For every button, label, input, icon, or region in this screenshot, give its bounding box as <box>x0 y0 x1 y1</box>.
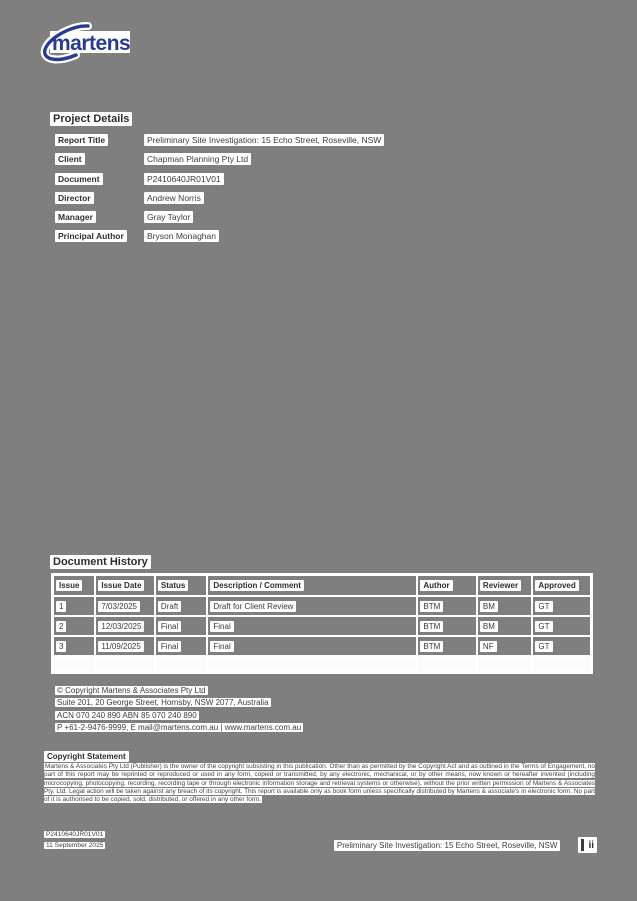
copyright-statement-heading <box>44 751 129 762</box>
cell-description <box>208 597 416 615</box>
table-row <box>54 597 590 615</box>
cell-text: BM <box>480 601 498 612</box>
cell-reviewer <box>478 597 532 615</box>
col-header-description <box>208 576 416 595</box>
company-contact-block <box>55 686 303 736</box>
cell-empty <box>418 657 476 671</box>
cell-issue-date <box>96 617 154 635</box>
document-history-heading-text: Document History <box>50 555 151 569</box>
cell-empty <box>156 657 206 671</box>
cell-issue <box>54 617 94 635</box>
col-header-label: Approved <box>535 580 578 591</box>
cell-text: BTM <box>420 641 443 652</box>
cell-description <box>208 617 416 635</box>
table-header-row <box>54 576 590 595</box>
col-header-label: Author <box>420 580 452 591</box>
detail-label: Manager <box>55 211 96 223</box>
project-details-heading <box>50 112 132 126</box>
cell-empty <box>208 657 416 671</box>
footer-left <box>44 831 105 853</box>
footer-date <box>44 842 105 853</box>
logo-graphic <box>30 20 140 66</box>
col-header-label: Issue Date <box>98 580 144 591</box>
cell-empty <box>478 657 532 671</box>
cell-text: 2 <box>56 621 66 632</box>
logo-wordmark: martens <box>52 32 131 55</box>
footer-date-text: 11 September 2025 <box>46 841 104 849</box>
cell-approved <box>533 617 590 635</box>
footer-doc-number-text: P2410640JR01V01 <box>46 831 104 838</box>
col-header-approved <box>533 576 590 595</box>
col-header-status <box>156 576 206 595</box>
address-line <box>55 698 303 710</box>
col-header-label: Status <box>158 580 188 591</box>
contact-text: P +61-2-9476-9999, E mail@martens.com.au | www.martens.com.au <box>57 723 302 733</box>
cell-text: Draft for Client Review <box>210 601 296 612</box>
detail-label: Report Title <box>55 134 108 146</box>
cell-empty <box>533 657 590 671</box>
cell-text: 1 <box>56 601 66 612</box>
cell-text: NF <box>480 641 497 652</box>
col-header-reviewer <box>478 576 532 595</box>
cell-approved <box>533 597 590 615</box>
cell-status <box>156 597 206 615</box>
cell-issue-date <box>96 637 154 655</box>
copyright-statement-heading-text: Copyright Statement <box>44 751 129 762</box>
detail-value: Preliminary Site Investigation: 15 Echo Street, Roseville, NSW <box>144 134 384 146</box>
col-header-author <box>418 576 476 595</box>
contact-text: ACN 070 240 890 ABN 85 070 240 890 <box>57 710 197 720</box>
cell-author <box>418 597 476 615</box>
cell-author <box>418 617 476 635</box>
document-history-heading <box>50 555 151 569</box>
footer-page-number-group <box>578 837 597 853</box>
detail-value: P2410640JR01V01 <box>144 173 224 185</box>
detail-label: Director <box>55 192 94 204</box>
cell-text: BM <box>480 621 498 632</box>
detail-label: Document <box>55 173 103 185</box>
detail-label: Principal Author <box>55 230 127 242</box>
phone-email-web-line <box>55 723 303 735</box>
cell-text: 12/03/2025 <box>98 621 144 632</box>
cell-text: GT <box>535 601 552 612</box>
cell-text: Final <box>158 621 181 632</box>
cell-text: Final <box>210 641 233 652</box>
cell-issue <box>54 597 94 615</box>
detail-value: Gray Taylor <box>144 211 193 223</box>
cell-text: Final <box>210 621 233 632</box>
copyright-owner-line <box>55 686 303 698</box>
cell-issue-date <box>96 597 154 615</box>
cell-text: BTM <box>420 601 443 612</box>
detail-label: Client <box>55 153 85 165</box>
contact-text: Suite 201, 20 George Street, Hornsby, NSW 2077, Australia <box>57 698 269 708</box>
footer-right <box>334 837 597 853</box>
cell-text: BTM <box>420 621 443 632</box>
martens-logo <box>30 20 140 66</box>
footer-page-number: ii <box>588 839 594 851</box>
footer-divider-bar <box>581 839 584 851</box>
cell-approved <box>533 637 590 655</box>
project-details-heading-text: Project Details <box>50 112 132 126</box>
col-header-issue-date <box>96 576 154 595</box>
cell-text: Final <box>158 641 181 652</box>
cell-text: 11/09/2025 <box>98 641 143 652</box>
acn-abn-line <box>55 711 303 723</box>
cell-text: 7/03/2025 <box>98 601 140 612</box>
cell-text: GT <box>535 621 552 632</box>
footer-report-title: Preliminary Site Investigation: 15 Echo Street, Roseville, NSW <box>334 840 561 851</box>
table-row <box>54 637 590 655</box>
table-row <box>54 617 590 635</box>
col-header-label: Description / Comment <box>210 580 304 591</box>
cell-text: GT <box>535 641 552 652</box>
copyright-statement-body <box>44 763 595 804</box>
cell-description <box>208 637 416 655</box>
col-header-label: Reviewer <box>480 580 521 591</box>
cell-author <box>418 637 476 655</box>
col-header-issue <box>54 576 94 595</box>
contact-text: © Copyright Martens & Associates Pty Ltd <box>57 686 206 695</box>
cell-reviewer <box>478 637 532 655</box>
cell-status <box>156 637 206 655</box>
cell-empty <box>54 657 94 671</box>
cell-reviewer <box>478 617 532 635</box>
footer-doc-number <box>44 831 105 842</box>
detail-value: Andrew Norris <box>144 192 204 204</box>
document-history-table <box>51 573 593 674</box>
cell-text: 3 <box>56 641 66 652</box>
cell-issue <box>54 637 94 655</box>
detail-value: Chapman Planning Pty Ltd <box>144 153 251 165</box>
col-header-label: Issue <box>56 580 82 591</box>
cell-text: Draft <box>158 601 181 612</box>
cell-empty <box>96 657 154 671</box>
copyright-statement-text: Martens & Associates Pty Ltd (Publisher) is the owner of the copyright subsisting in this publication. Other than as permitted by the Copyright Act and as outlined in the Terms of Engagement, no part of this report may be reprinted or reproduced or used in any form, copied or transmitted, by any electronic, mechanical, or by other means, now known or hereafter invented (including microcopying, photocopying, recording, recording tape or through electronic information storage and retrieval systems or otherwise), without the prior written permission of Martens & Associates Pty. Ltd. Legal action will be taken against any breach of its copyright. This report is available only as book form unless specifically distributed by Martens & associate's in electronic form. No part of it is authorised to be copied, sold, distributed, or offered in any other form. <box>44 763 595 804</box>
cell-status <box>156 617 206 635</box>
detail-value: Bryson Monaghan <box>144 230 219 242</box>
table-row-empty <box>54 657 590 671</box>
